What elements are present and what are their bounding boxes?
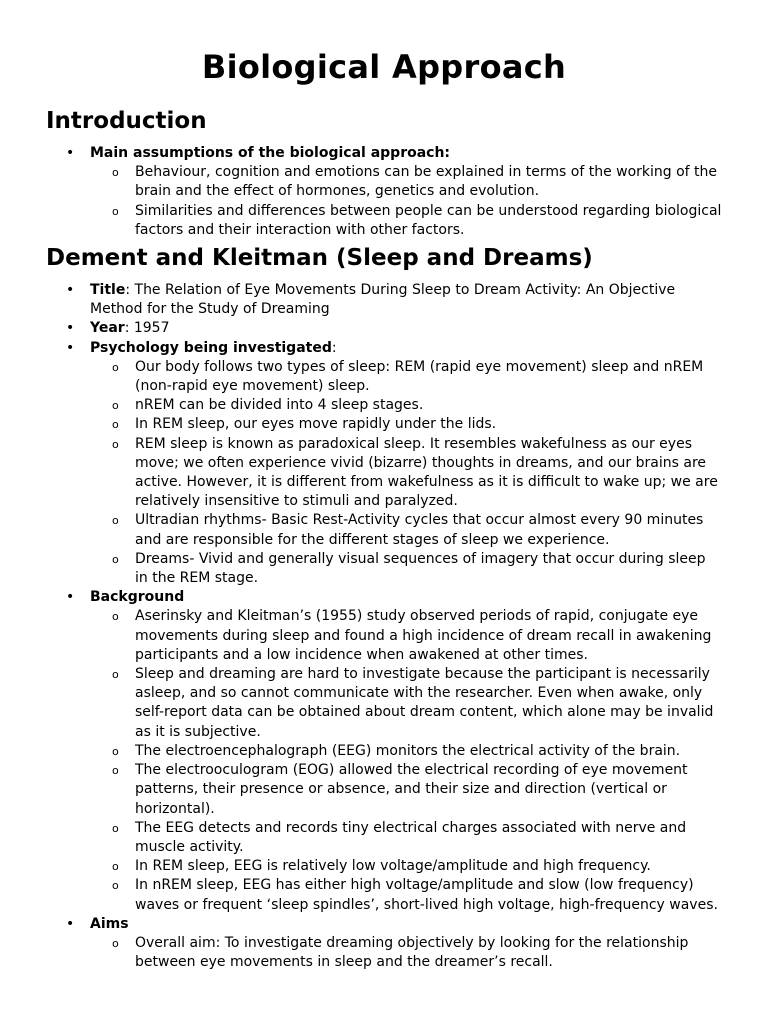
page-title: Biological Approach — [201, 48, 567, 86]
psychology-suffix: : — [331, 339, 337, 356]
sub-list — [90, 358, 722, 588]
title-label: Title — [90, 282, 126, 299]
sub-list-item: o The electrooculogram (EOG) allowed the electrical recording of eye movement patterns, their presence or absence, and their size and direction (vertical or horizontal). — [90, 761, 722, 819]
sub-list-item: o In nREM sleep, EEG has either high voltage/amplitude and slow (low frequency) waves or frequent ‘sleep spindles’, short-lived high voltage, high-frequency waves. — [90, 876, 722, 914]
list-item-aims — [46, 915, 722, 973]
assumptions-label: Main assumptions of the biological approach: — [90, 145, 451, 161]
sub-list-item: o Behaviour, cognition and emotions can be explained in terms of the working of the brain and the effect of hormones, genetics and evolution. — [90, 163, 722, 201]
sub-list-item: o Overall aim: To investigate dreaming objectively by looking for the relationship between eye movements in sleep and the dreamer’s recall. — [90, 934, 722, 972]
study-list — [46, 281, 722, 972]
introduction-list — [46, 144, 722, 240]
sub-list-item: o The electroencephalograph (EEG) monitors the electrical activity of the brain. — [90, 742, 722, 761]
background-label: Background — [90, 589, 185, 606]
list-item-title — [46, 281, 722, 319]
sub-list — [90, 607, 722, 914]
sub-list-item: o In REM sleep, EEG is relatively low voltage/amplitude and high frequency. — [90, 857, 722, 876]
sub-list-item: o The EEG detects and records tiny electrical charges associated with nerve and muscle activity. — [90, 819, 722, 857]
year-value: : 1957 — [124, 320, 170, 337]
title-value: : The Relation of Eye Movements During Sleep to Dream Activity: An Objective Method for the Study of Dreaming — [90, 282, 676, 318]
sub-list-item: o Our body follows two types of sleep: REM (rapid eye movement) sleep and nREM (non-rapid eye movement) sleep. — [90, 358, 722, 396]
sub-list-item: o Aserinsky and Kleitman’s (1955) study observed periods of rapid, conjugate eye movements during sleep and found a high incidence of dream recall in awakening participants and a low incidence when awakened at other times. — [90, 607, 722, 665]
study-heading: Dement and Kleitman (Sleep and Dreams) — [46, 245, 593, 272]
sub-list — [90, 163, 722, 240]
sub-list-item: o Dreams- Vivid and generally visual sequences of imagery that occur during sleep in the REM stage. — [90, 550, 722, 588]
sub-list-item: o Similarities and differences between people can be understood regarding biological factors and their interaction with other factors. — [90, 202, 722, 240]
sub-list — [90, 934, 722, 972]
list-item-background — [46, 588, 722, 914]
year-label: Year — [90, 320, 125, 337]
psychology-label: Psychology being investigated — [90, 339, 332, 356]
aims-label: Aims — [90, 915, 129, 932]
list-item-psychology — [46, 339, 722, 589]
sub-list-item: o Sleep and dreaming are hard to investigate because the participant is necessarily asleep, and so cannot communicate with the researcher. Even when awake, only self-report data can be obtained about dream content, which alone may be invalid as it is subjective. — [90, 665, 722, 742]
sub-list-item: o REM sleep is known as paradoxical sleep. It resembles wakefulness as our eyes move; we often experience vivid (bizarre) thoughts in dreams, and our brains are active. However, it is different from wakefulness as it is difficult to wake up; we are relatively insensitive to stimuli and paralyzed. — [90, 435, 722, 512]
sub-list-item: o In REM sleep, our eyes move rapidly under the lids. — [90, 415, 722, 434]
list-item-year — [46, 319, 722, 338]
list-item — [46, 144, 722, 240]
sub-list-item: o Ultradian rhythms- Basic Rest-Activity cycles that occur almost every 90 minutes and are responsible for the different stages of sleep we experience. — [90, 511, 722, 549]
sub-list-item: o nREM can be divided into 4 sleep stages. — [90, 396, 722, 415]
introduction-heading: Introduction — [46, 108, 207, 134]
